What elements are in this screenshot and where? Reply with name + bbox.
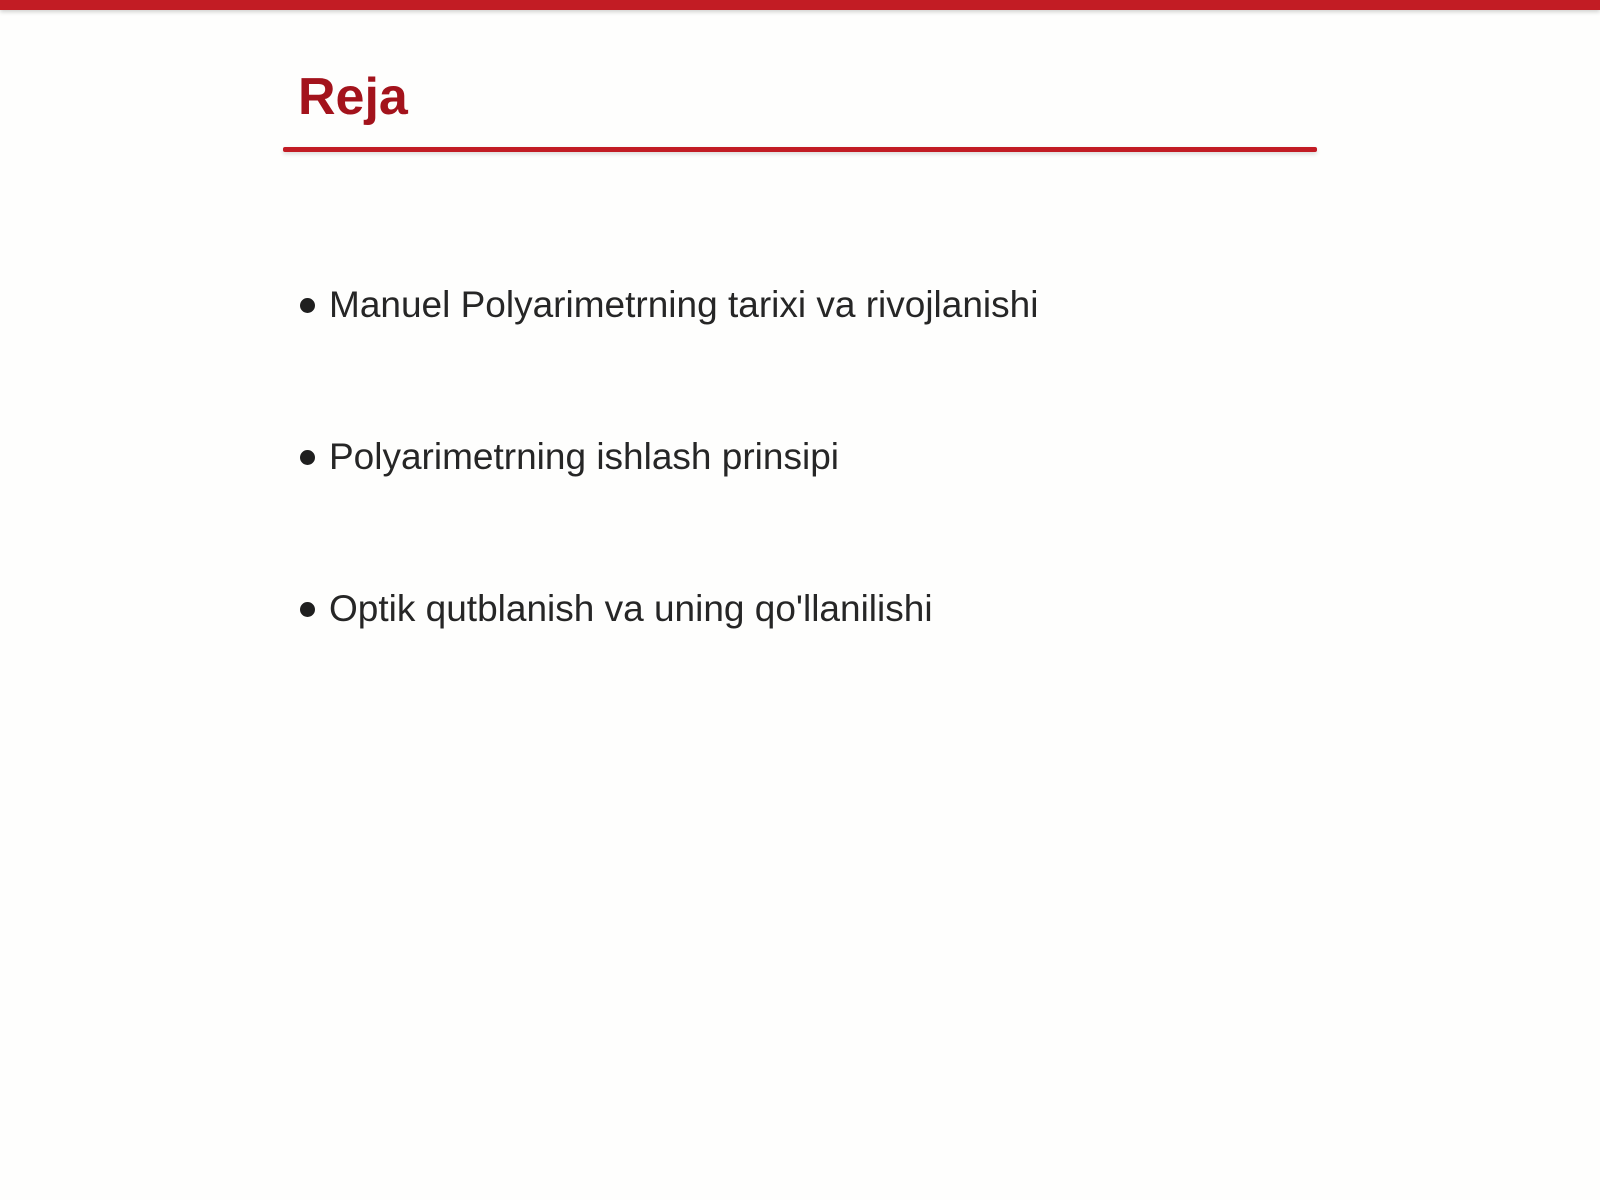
list-item	[300, 280, 1038, 330]
title-underline	[283, 147, 1317, 152]
bullet-text: Polyarimetrning ishlash prinsipi	[329, 436, 839, 477]
list-item	[300, 584, 1038, 634]
bullet-text: Manuel Polyarimetrning tarixi va rivojlanishi	[329, 284, 1039, 325]
bullet-icon	[300, 602, 315, 617]
list-item	[300, 432, 1038, 482]
slide-title: Reja	[298, 68, 408, 126]
bullet-text: Optik qutblanish va uning qo'llanilishi	[329, 588, 933, 629]
top-accent-bar	[0, 0, 1600, 10]
bullet-icon	[300, 450, 315, 465]
bullet-icon	[300, 298, 315, 313]
bullet-list	[300, 280, 1038, 736]
